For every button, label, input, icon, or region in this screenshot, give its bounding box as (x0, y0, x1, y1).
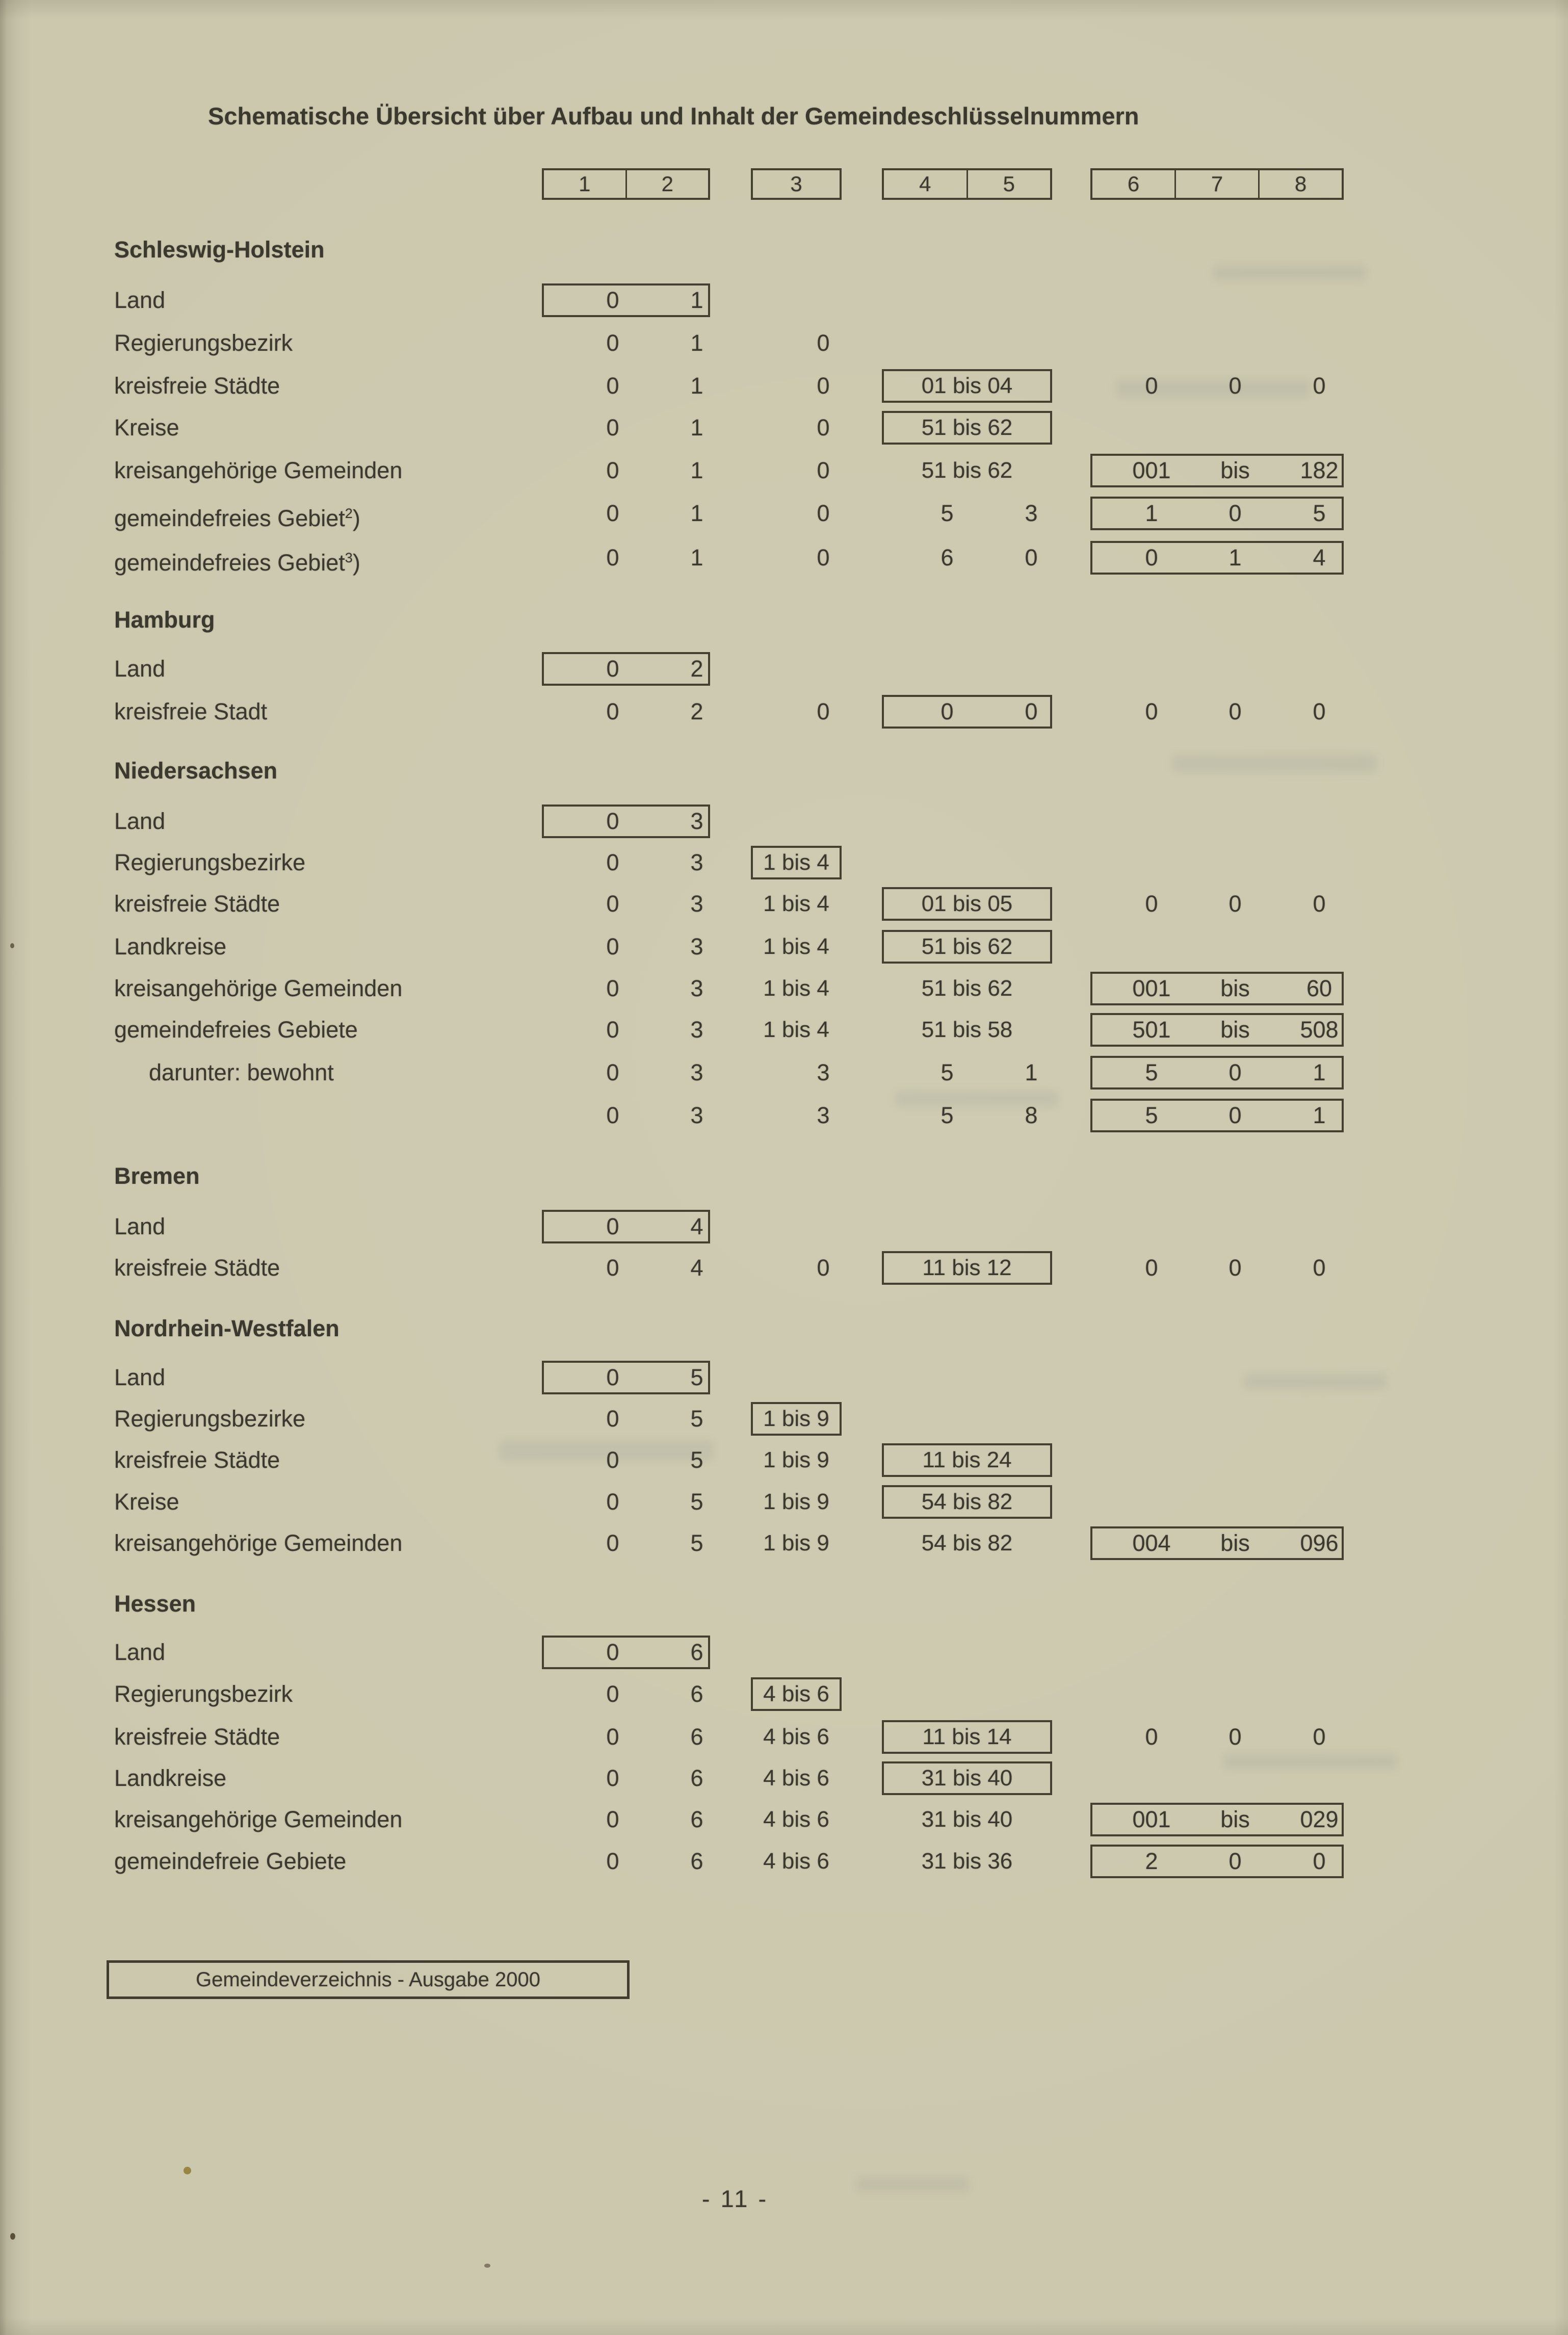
digit-cell: 5 (690, 1530, 703, 1556)
digit-cell: 0 (817, 698, 830, 724)
digit-cell: 004 (1132, 1530, 1171, 1556)
table-row (0, 1251, 1568, 1285)
digit-cell: 0 (606, 698, 619, 724)
row-label: Land (114, 1213, 166, 1239)
digit-cell: 0 (1229, 1059, 1242, 1085)
digit-cell: 0 (817, 373, 830, 399)
table-row (0, 369, 1568, 403)
digit-cell: 0 (1313, 373, 1326, 399)
digit-cell: 0 (1025, 544, 1038, 570)
digit-cell: 0 (817, 330, 830, 356)
footer-box-label: Gemeindeverzeichnis - Ausgabe 2000 (196, 1968, 540, 1991)
digit-cell: 3 (817, 1102, 830, 1128)
digit-cell: 0 (606, 1102, 619, 1128)
range-value: 1 bis 4 (763, 976, 829, 1001)
row-label: kreisangehörige Gemeinden (114, 1806, 403, 1832)
row-label: Land (114, 656, 166, 682)
range-value: 01 bis 04 (921, 373, 1013, 398)
digit-cell: 0 (1025, 698, 1038, 724)
section-title: Niedersachsen (114, 758, 278, 784)
row-label: kreisfreie Städte (114, 373, 280, 399)
page-number: - 11 - (701, 2185, 769, 2212)
range-value: 1 bis 9 (763, 1489, 829, 1514)
table-row (0, 1526, 1568, 1560)
digit-cell: 0 (606, 808, 619, 834)
digit-cell: 0 (606, 1406, 619, 1432)
row-label: Kreise (114, 1489, 179, 1515)
digit-cell: 3 (1025, 500, 1038, 526)
row-label: kreisangehörige Gemeinden (114, 457, 403, 483)
range-value: 31 bis 36 (921, 1849, 1013, 1874)
range-value: 1 bis 4 (763, 1017, 829, 1042)
paper-speck (484, 2264, 490, 2268)
digit-cell: 0 (606, 287, 619, 313)
range-value: 4 bis 6 (763, 1849, 829, 1874)
digit-cell: 508 (1300, 1017, 1339, 1043)
digit-cell: 1 (1025, 1059, 1038, 1085)
digit-cell: 8 (1025, 1102, 1038, 1128)
digit-cell: 2 (690, 698, 703, 724)
digit-cell: 1 (690, 414, 703, 440)
digit-cell: bis (1220, 1017, 1250, 1043)
table-row (0, 283, 1568, 317)
table-row (0, 652, 1568, 686)
ghost-showthrough (1172, 755, 1376, 772)
digit-cell: 0 (606, 1639, 619, 1665)
range-value: 54 bis 82 (921, 1489, 1013, 1514)
table-row (0, 1636, 1568, 1669)
range-value: 11 bis 12 (922, 1255, 1012, 1280)
digit-cell: 0 (606, 1806, 619, 1832)
digit-cell: 0 (606, 500, 619, 526)
row-label: gemeindefreies Gebiet$^2$) (114, 505, 360, 531)
digit-cell: 0 (817, 457, 830, 483)
range-value: 1 bis 4 (763, 934, 829, 959)
row-label: Land (114, 287, 166, 313)
column-header-box (882, 168, 1052, 200)
table-row (0, 930, 1568, 964)
digit-cell: 0 (606, 1530, 619, 1556)
row-label: kreisfreie Städte (114, 1447, 280, 1473)
row-label: kreisfreie Städte (114, 1724, 280, 1750)
row-label: Landkreise (114, 933, 227, 959)
digit-cell: 0 (606, 1213, 619, 1239)
digit-cell: 1 (1229, 544, 1242, 570)
range-value: 11 bis 24 (922, 1447, 1012, 1472)
digit-cell: 2 (1145, 1848, 1158, 1874)
digit-cell: 5 (1145, 1059, 1158, 1085)
footnote-marker: 2 (345, 506, 353, 521)
range-value: 51 bis 62 (921, 934, 1013, 959)
digit-cell: 0 (1229, 1848, 1242, 1874)
table-row (0, 1402, 1568, 1436)
digit-cell: 001 (1132, 975, 1171, 1001)
column-header-cell: 2 (625, 170, 709, 198)
digit-cell: 1 (690, 500, 703, 526)
digit-cell: 3 (817, 1059, 830, 1085)
digit-cell: 0 (1229, 1724, 1242, 1750)
section-title: Hamburg (114, 607, 215, 633)
section-title: Nordrhein-Westfalen (114, 1315, 339, 1341)
digit-cell: 0 (606, 1447, 619, 1473)
row-label: Regierungsbezirk (114, 330, 293, 356)
digit-cell: 0 (606, 373, 619, 399)
digit-cell: 0 (606, 933, 619, 959)
digit-cell: 0 (817, 500, 830, 526)
table-row (0, 1013, 1568, 1047)
row-label: kreisfreie Städte (114, 1255, 280, 1281)
digit-cell: 1 (690, 373, 703, 399)
digit-cell: 6 (940, 544, 954, 570)
range-value: 1 bis 9 (763, 1530, 829, 1555)
digit-cell: 4 (690, 1213, 703, 1239)
table-row (0, 805, 1568, 838)
range-value: 54 bis 82 (921, 1530, 1013, 1555)
table-row (0, 1099, 1568, 1132)
column-header-cell: 7 (1174, 170, 1258, 198)
digit-cell: 029 (1300, 1806, 1339, 1832)
range-value: 51 bis 62 (921, 976, 1013, 1001)
row-label: Kreise (114, 414, 179, 440)
digit-cell: 5 (690, 1489, 703, 1515)
digit-cell: 0 (1229, 1255, 1242, 1281)
digit-cell: 6 (690, 1765, 703, 1791)
digit-cell: 0 (606, 1489, 619, 1515)
paper-speck (184, 2167, 191, 2174)
range-value: 4 bis 6 (763, 1766, 829, 1791)
section-title: Bremen (114, 1163, 200, 1189)
digit-cell: 0 (817, 414, 830, 440)
digit-cell: 1 (690, 544, 703, 570)
range-value: 1 bis 4 (763, 850, 829, 875)
digit-cell: 0 (1145, 698, 1158, 724)
digit-cell: 6 (690, 1639, 703, 1665)
digit-cell: 5 (690, 1447, 703, 1473)
digit-cell: 1 (1145, 500, 1158, 526)
column-header-box (542, 168, 710, 200)
digit-cell: 1 (690, 287, 703, 313)
row-label: Regierungsbezirk (114, 1681, 293, 1707)
row-label: gemeindefreie Gebiete (114, 1848, 347, 1874)
row-label: kreisfreie Stadt (114, 698, 268, 724)
digit-cell: 0 (1145, 373, 1158, 399)
table-row (0, 541, 1568, 575)
table-row (0, 1677, 1568, 1711)
row-label: Land (114, 808, 166, 834)
table-row (0, 1845, 1568, 1878)
digit-cell: 5 (1313, 500, 1326, 526)
digit-cell: 0 (1313, 1848, 1326, 1874)
digit-cell: 0 (1313, 698, 1326, 724)
page-title: Schematische Übersicht über Aufbau und Inhalt der Gemeindeschlüsselnummern (208, 102, 1139, 129)
row-label: Landkreise (114, 1765, 227, 1791)
column-header-box (751, 168, 842, 200)
digit-cell: 5 (940, 1059, 954, 1085)
digit-cell: 0 (1229, 1102, 1242, 1128)
digit-cell: 6 (690, 1681, 703, 1707)
table-row (0, 1720, 1568, 1754)
ghost-showthrough (856, 2177, 969, 2192)
digit-cell: 1 (1313, 1059, 1326, 1085)
digit-cell: 6 (690, 1806, 703, 1832)
digit-cell: bis (1220, 975, 1250, 1001)
range-value: 51 bis 58 (921, 1017, 1013, 1042)
digit-cell: 0 (817, 544, 830, 570)
digit-cell: 001 (1132, 1806, 1171, 1832)
table-row (0, 1056, 1568, 1089)
row-label: gemeindefreies Gebiet$^3$) (114, 550, 360, 576)
table-row (0, 1761, 1568, 1795)
table-row (0, 1485, 1568, 1519)
range-value: 51 bis 62 (921, 415, 1013, 440)
range-value: 11 bis 14 (922, 1724, 1012, 1749)
digit-cell: 5 (940, 500, 954, 526)
digit-cell: 0 (1145, 891, 1158, 917)
digit-cell: 0 (1145, 544, 1158, 570)
digit-cell: 3 (690, 933, 703, 959)
digit-cell: 0 (606, 1364, 619, 1390)
column-header-cell: 1 (579, 172, 591, 196)
table-row (0, 411, 1568, 445)
digit-cell: 3 (690, 891, 703, 917)
range-value: 4 bis 6 (763, 1681, 829, 1706)
digit-cell: 0 (940, 698, 954, 724)
digit-cell: 0 (1145, 1724, 1158, 1750)
digit-cell: 0 (606, 457, 619, 483)
digit-cell: 0 (606, 1017, 619, 1043)
digit-cell: 3 (690, 849, 703, 875)
table-row (0, 695, 1568, 729)
column-header-cell: 8 (1258, 170, 1342, 198)
digit-cell: 0 (1229, 891, 1242, 917)
digit-cell: 5 (940, 1102, 954, 1128)
digit-cell: 0 (1229, 500, 1242, 526)
digit-cell: 0 (606, 1724, 619, 1750)
digit-cell: 1 (690, 457, 703, 483)
digit-cell: 0 (1313, 1255, 1326, 1281)
digit-cell: 0 (606, 891, 619, 917)
digit-cell: 0 (606, 656, 619, 682)
digit-cell: 0 (606, 414, 619, 440)
digit-cell: 096 (1300, 1530, 1339, 1556)
range-value: 1 bis 9 (763, 1447, 829, 1472)
digit-cell: 0 (606, 1255, 619, 1281)
range-value: 4 bis 6 (763, 1724, 829, 1749)
section-title: Schleswig-Holstein (114, 237, 325, 263)
digit-cell: 1 (1313, 1102, 1326, 1128)
row-label: Regierungsbezirke (114, 849, 306, 875)
column-header-cell: 6 (1127, 172, 1140, 196)
row-label: Regierungsbezirke (114, 1406, 306, 1432)
paper-speck (10, 2233, 15, 2240)
digit-cell: 60 (1306, 975, 1332, 1001)
digit-cell: 0 (1313, 1724, 1326, 1750)
digit-cell: 0 (606, 1681, 619, 1707)
digit-cell: 001 (1132, 457, 1171, 483)
digit-cell: 0 (606, 1848, 619, 1874)
digit-cell: 2 (690, 656, 703, 682)
column-header-cell: 3 (790, 172, 802, 196)
table-row (0, 497, 1568, 530)
digit-cell: 0 (1229, 698, 1242, 724)
table-row (0, 887, 1568, 921)
range-value: 1 bis 9 (763, 1406, 829, 1431)
range-value: 4 bis 6 (763, 1807, 829, 1832)
table-row (0, 972, 1568, 1005)
digit-cell: 5 (690, 1364, 703, 1390)
row-label: kreisangehörige Gemeinden (114, 1530, 403, 1556)
ghost-showthrough (1213, 265, 1366, 280)
range-value: 51 bis 62 (921, 458, 1013, 483)
table-row (0, 846, 1568, 879)
range-value: 1 bis 4 (763, 891, 829, 916)
digit-cell: 3 (690, 1059, 703, 1085)
section-title: Hessen (114, 1591, 196, 1617)
range-value: 31 bis 40 (921, 1766, 1013, 1791)
footer-box (107, 1960, 630, 1999)
column-header-cell: 4 (919, 172, 931, 196)
digit-cell: 0 (1145, 1255, 1158, 1281)
digit-cell: bis (1220, 1806, 1250, 1832)
range-value: 31 bis 40 (921, 1807, 1013, 1832)
row-label: kreisangehörige Gemeinden (114, 975, 403, 1001)
table-row (0, 1803, 1568, 1836)
table-row (0, 1210, 1568, 1243)
digit-cell: 4 (1313, 544, 1326, 570)
digit-cell: 0 (606, 975, 619, 1001)
table-row (0, 1443, 1568, 1477)
digit-cell: 4 (690, 1255, 703, 1281)
row-label: kreisfreie Städte (114, 891, 280, 917)
digit-cell: 0 (606, 330, 619, 356)
digit-cell: 0 (606, 849, 619, 875)
table-row (0, 454, 1568, 487)
digit-cell: 0 (606, 544, 619, 570)
digit-cell: 6 (690, 1724, 703, 1750)
table-row (0, 1361, 1568, 1394)
digit-cell: 5 (690, 1406, 703, 1432)
row-label: gemeindefreies Gebiete (114, 1017, 358, 1043)
digit-cell: 6 (690, 1848, 703, 1874)
digit-cell: 182 (1300, 457, 1339, 483)
digit-cell: 5 (1145, 1102, 1158, 1128)
table-row (0, 326, 1568, 360)
digit-cell: 0 (817, 1255, 830, 1281)
digit-cell: bis (1220, 457, 1250, 483)
range-value: 01 bis 05 (921, 891, 1013, 916)
digit-cell: 0 (606, 1059, 619, 1085)
row-label: darunter: bewohnt (149, 1059, 334, 1085)
column-header-cell: 5 (966, 170, 1051, 198)
row-label: Land (114, 1364, 166, 1390)
footnote-marker: 3 (345, 550, 353, 565)
column-header-box (1090, 168, 1344, 200)
digit-cell: 3 (690, 1017, 703, 1043)
digit-cell: bis (1220, 1530, 1250, 1556)
row-label: Land (114, 1639, 166, 1665)
digit-cell: 0 (1229, 373, 1242, 399)
digit-cell: 3 (690, 975, 703, 1001)
digit-cell: 1 (690, 330, 703, 356)
digit-cell: 0 (606, 1765, 619, 1791)
digit-cell: 0 (1313, 891, 1326, 917)
digit-cell: 3 (690, 808, 703, 834)
digit-cell: 501 (1132, 1017, 1171, 1043)
digit-cell: 3 (690, 1102, 703, 1128)
